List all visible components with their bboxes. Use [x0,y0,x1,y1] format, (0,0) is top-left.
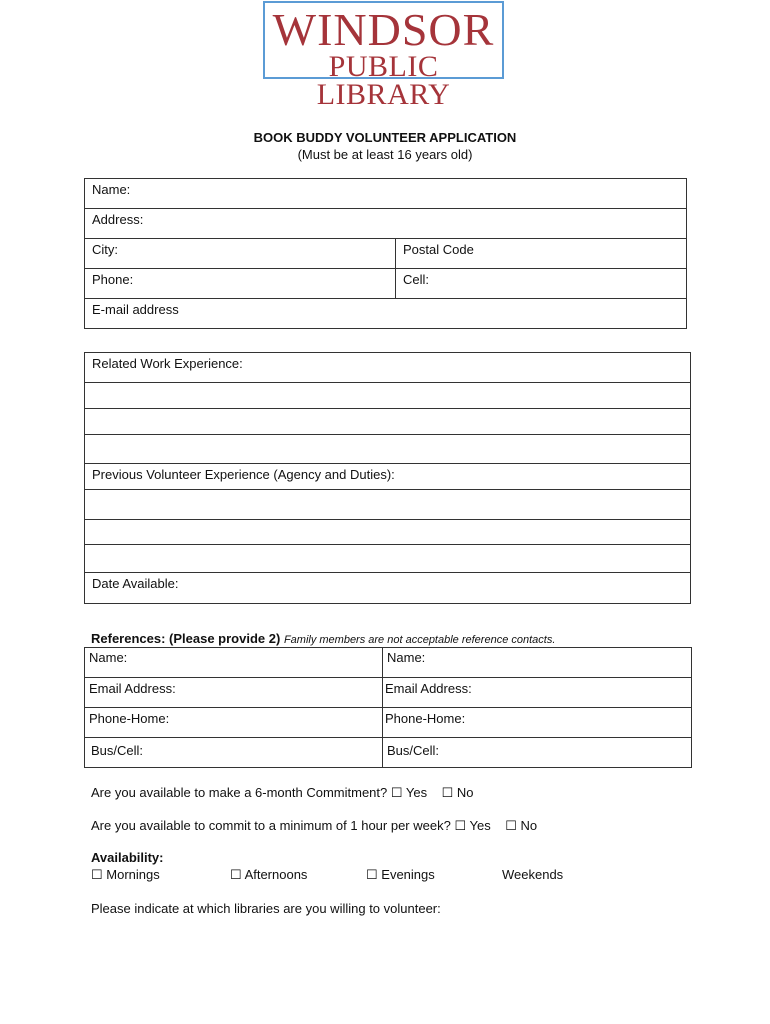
postal-code-label: Postal Code [403,242,474,257]
postal-code-field[interactable] [396,239,687,269]
ref1-email-label: Email Address: [89,681,176,696]
six-month-question [91,785,474,801]
ref1-name-field[interactable] [85,648,383,678]
six-month-question-text: Are you available to make a 6-month Commitment? [91,785,388,800]
references-note: Family members are not acceptable reference contacts. [283,634,556,646]
city-label: City: [92,242,118,257]
phone-label: Phone: [92,272,134,287]
email-label: E-mail address [92,302,179,317]
ref1-phone-field[interactable] [85,708,383,738]
mornings-checkbox[interactable] [91,867,160,883]
phone-field[interactable] [85,269,396,299]
experience-table [84,352,691,604]
evenings-checkbox[interactable] [366,867,435,883]
afternoons-checkbox[interactable] [230,867,307,883]
checkbox-icon: ☐ [366,867,378,882]
date-available-label: Date Available: [92,576,179,591]
ref2-name-field[interactable] [383,648,692,678]
logo-line-2: PUBLIC LIBRARY [316,50,451,111]
checkbox-icon: ☐ [230,867,242,882]
references-heading [91,631,555,646]
name-label: Name: [92,182,131,197]
ref1-bus-field[interactable] [85,738,383,768]
ref2-name-label: Name: [387,650,426,665]
previous-volunteer-label: Previous Volunteer Experience (Agency and Duties): [92,467,395,482]
form-subtitle: (Must be at least 16 years old) [297,147,473,162]
checkbox-icon: ☐ [505,818,517,833]
date-available-field[interactable] [85,573,691,604]
checkbox-icon: ☐ [91,867,103,882]
afternoons-label: Afternoons [244,867,308,882]
previous-volunteer-line-2[interactable] [85,520,691,545]
ref1-phone-label: Phone-Home: [89,711,170,726]
no-label: No [456,785,474,800]
references-title: References: (Please provide 2) [91,631,281,646]
name-field[interactable] [85,179,687,209]
ref2-phone-field[interactable] [383,708,692,738]
related-work-field[interactable] [85,353,691,383]
previous-volunteer-field[interactable] [85,464,691,490]
six-month-no-checkbox[interactable] [442,785,474,800]
ref2-bus-label: Bus/Cell: [387,743,440,758]
windsor-public-library-logo [263,1,504,111]
weekends-label: Weekends [502,867,564,882]
contact-table [84,178,687,329]
form-title: BOOK BUDDY VOLUNTEER APPLICATION [253,130,517,145]
ref2-email-label: Email Address: [385,681,472,696]
ref1-name-label: Name: [89,650,128,665]
checkbox-icon: ☐ [390,785,403,800]
email-field[interactable] [85,299,687,329]
related-work-line-3[interactable] [85,435,691,464]
one-hour-no-checkbox[interactable] [505,818,537,833]
availability-title: Availability: [91,850,164,865]
six-month-yes-checkbox[interactable] [391,785,427,800]
previous-volunteer-line-1[interactable] [85,490,691,520]
weekends-option[interactable] [502,867,563,882]
city-field[interactable] [85,239,396,269]
no-label: No [520,818,538,833]
checkbox-icon: ☐ [441,785,454,800]
ref2-email-field[interactable] [383,678,692,708]
yes-label: Yes [469,818,491,833]
one-hour-question [91,818,537,834]
checkbox-icon: ☐ [454,818,467,833]
evenings-label: Evenings [381,867,435,882]
address-label: Address: [92,212,144,227]
one-hour-yes-checkbox[interactable] [454,818,490,833]
ref2-phone-label: Phone-Home: [385,711,466,726]
cell-field[interactable] [396,269,687,299]
one-hour-question-text: Are you available to commit to a minimum of 1 hour per week? [91,818,451,833]
logo-line-1: WINDSOR [272,4,495,55]
yes-label: Yes [405,785,428,800]
previous-volunteer-line-3[interactable] [85,545,691,573]
related-work-line-1[interactable] [85,383,691,409]
ref1-email-field[interactable] [85,678,383,708]
libraries-prompt: Please indicate at which libraries are you willing to volunteer: [91,901,441,916]
related-work-line-2[interactable] [85,409,691,435]
cell-label: Cell: [403,272,430,287]
related-work-label: Related Work Experience: [92,356,243,371]
ref2-bus-field[interactable] [383,738,692,768]
mornings-label: Mornings [106,867,160,882]
ref1-bus-label: Bus/Cell: [91,743,144,758]
references-table [84,647,692,768]
address-field[interactable] [85,209,687,239]
